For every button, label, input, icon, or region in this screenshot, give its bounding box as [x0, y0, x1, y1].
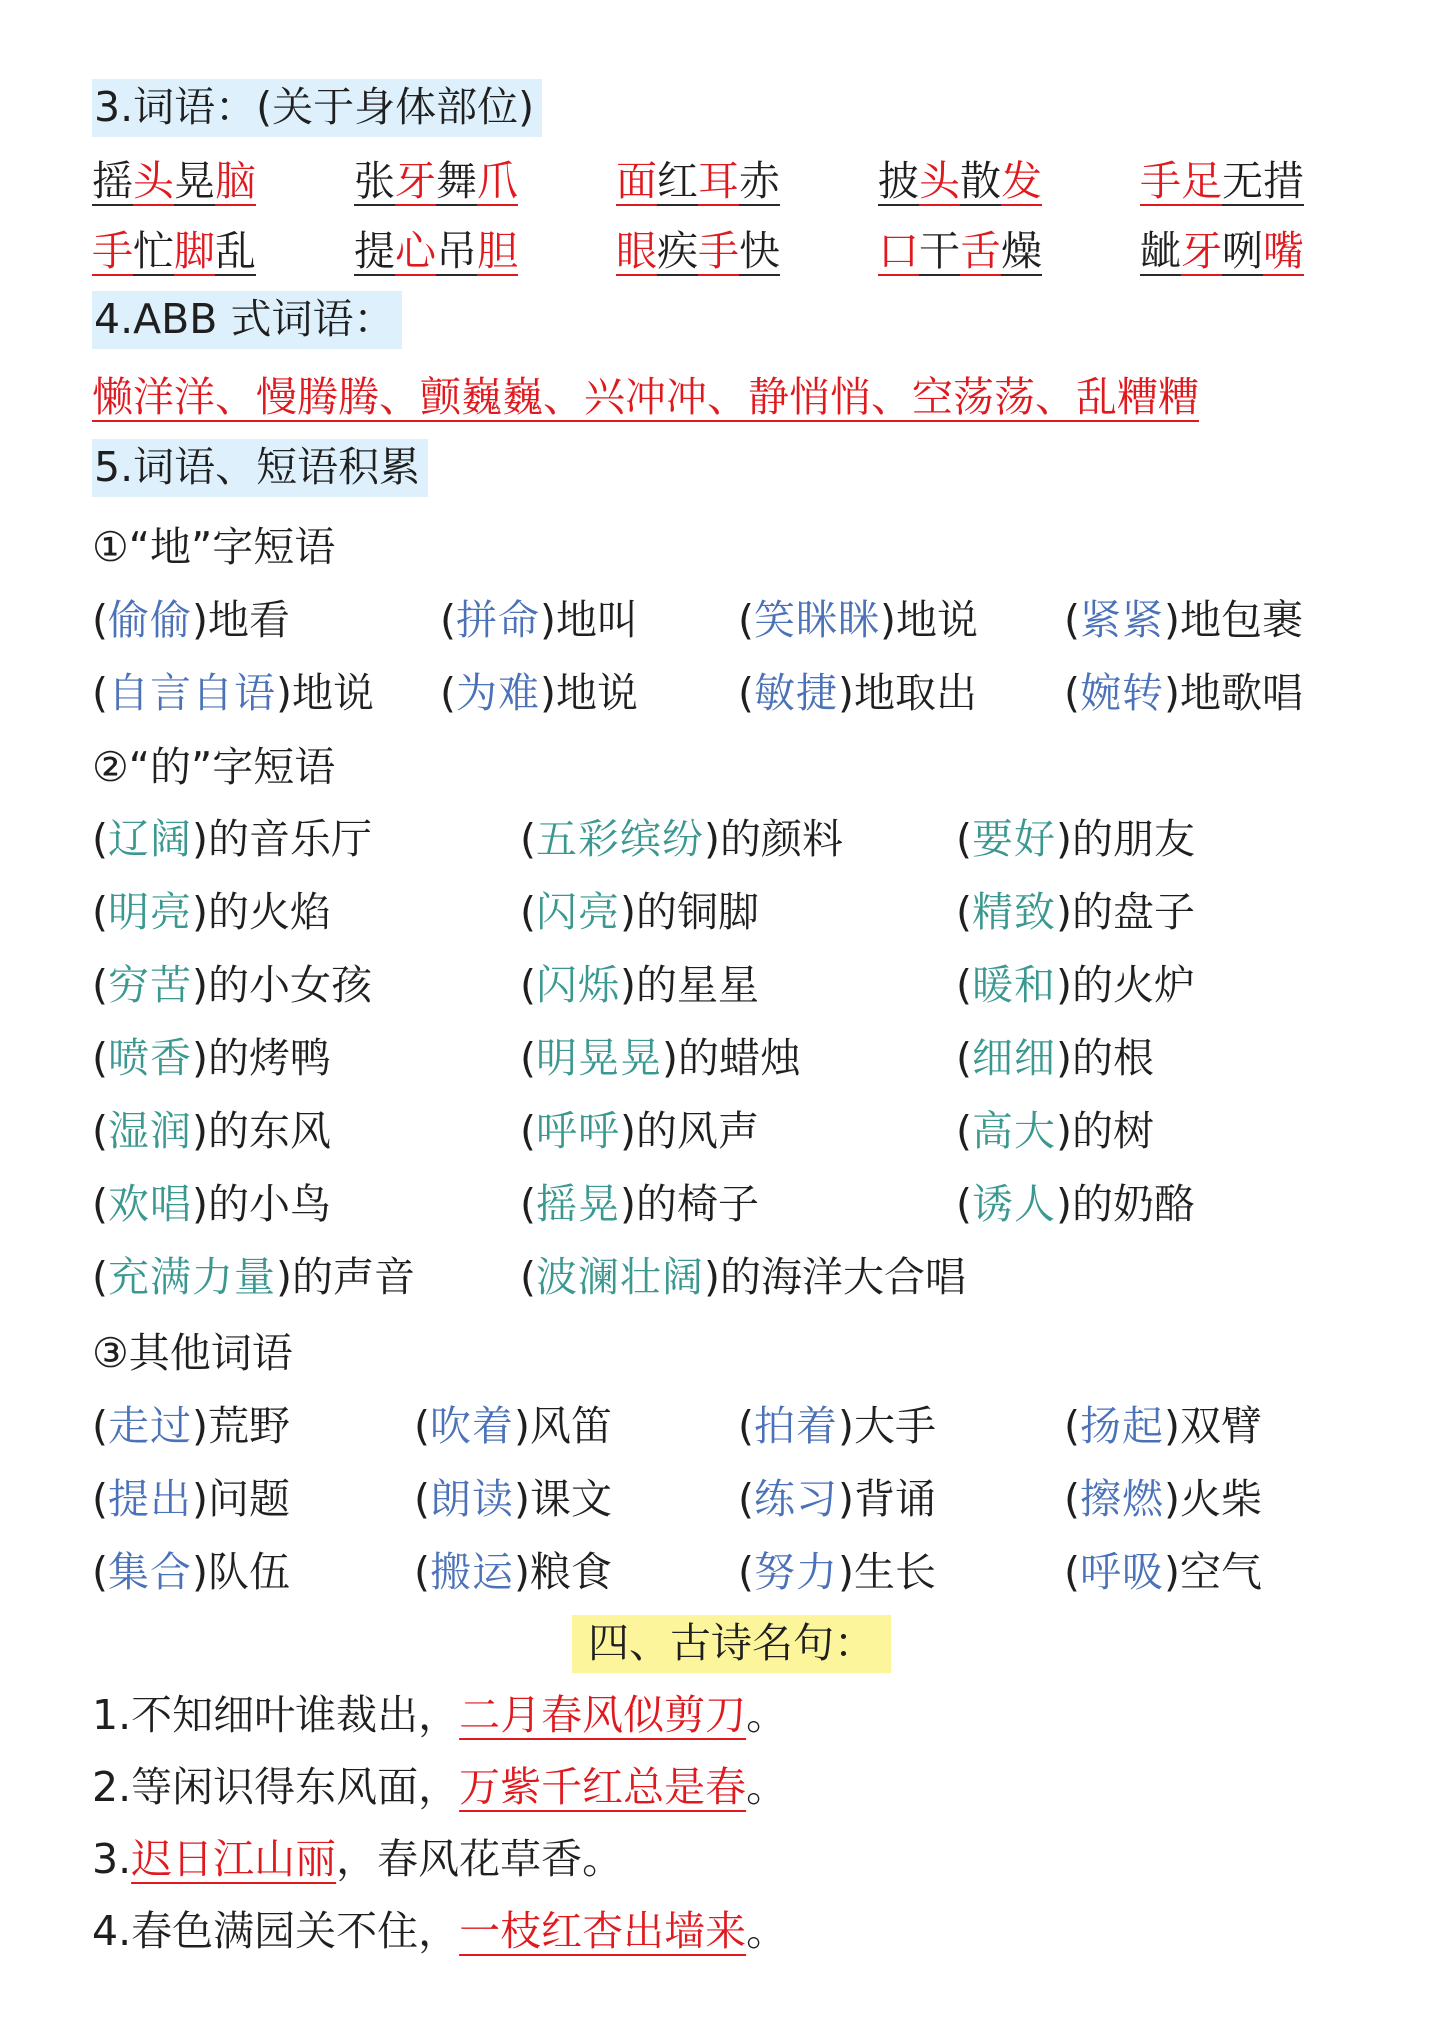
paren-open: ( — [414, 1402, 430, 1450]
phrase-rest: 地说 — [556, 669, 638, 717]
de-phrase — [956, 956, 1195, 1014]
paren-close: ) — [1056, 1107, 1072, 1155]
paren-close: ) — [192, 1475, 208, 1523]
di-phrase — [1064, 591, 1303, 649]
word-char: 摇 — [92, 157, 133, 205]
body-part-char: 舌 — [960, 227, 1001, 275]
word-char: 红 — [657, 157, 698, 205]
paren-close: ) — [192, 1107, 208, 1155]
paren-close: ) — [192, 815, 208, 863]
paren-open: ( — [92, 1253, 108, 1301]
answer-word: 努力 — [754, 1548, 838, 1596]
body-part-char: 头 — [919, 157, 960, 205]
answer-word: 拍着 — [754, 1402, 838, 1450]
answer-word: 练习 — [754, 1475, 838, 1523]
paren-close: ) — [838, 669, 854, 717]
body-part-word — [92, 222, 256, 280]
phrase-rest: 空气 — [1180, 1548, 1262, 1596]
de-phrase — [520, 810, 843, 868]
paren-open: ( — [92, 1548, 108, 1596]
section-4-heading — [92, 290, 402, 348]
word-char: 张 — [354, 157, 395, 205]
phrase-rest: 粮食 — [530, 1548, 612, 1596]
phrase-rest: 队伍 — [208, 1548, 290, 1596]
paren-close: ) — [620, 1180, 636, 1228]
paren-close: ) — [514, 1402, 530, 1450]
paren-open: ( — [520, 1034, 536, 1082]
paren-close: ) — [1164, 1402, 1180, 1450]
poems-heading-text: 四、古诗名句： — [572, 1615, 891, 1673]
paren-open: ( — [92, 1180, 108, 1228]
paren-open: ( — [520, 1253, 536, 1301]
answer-word: 闪亮 — [536, 888, 620, 936]
poem-line — [92, 1830, 623, 1888]
phrase-rest: 地说 — [292, 669, 374, 717]
phrase-rest: 的盘子 — [1072, 888, 1195, 936]
paren-close: ) — [276, 1253, 292, 1301]
phrase-rest: 荒野 — [208, 1402, 290, 1450]
answer-word: 高大 — [972, 1107, 1056, 1155]
de-phrase — [520, 1248, 966, 1306]
di-phrase — [1064, 664, 1303, 722]
paren-open: ( — [92, 815, 108, 863]
paren-close: ) — [1164, 596, 1180, 644]
body-part-word — [616, 152, 780, 210]
answer-word: 拼命 — [456, 596, 540, 644]
poem-line — [92, 1686, 787, 1744]
phrase-rest: 地叫 — [556, 596, 638, 644]
poem-tail: 。 — [746, 1691, 788, 1739]
phrase-rest: 的烤鸭 — [208, 1034, 331, 1082]
paren-open: ( — [414, 1475, 430, 1523]
phrase-rest: 的小女孩 — [208, 961, 372, 1009]
paren-close: ) — [838, 1475, 854, 1523]
poem-answer: 迟日江山丽 — [131, 1835, 337, 1883]
paren-open: ( — [520, 1180, 536, 1228]
poem-line — [92, 1902, 787, 1960]
phrase-rest: 地看 — [208, 596, 290, 644]
answer-word: 欢唱 — [108, 1180, 192, 1228]
de-phrase — [520, 1102, 759, 1160]
paren-close: ) — [620, 961, 636, 1009]
word-char: 披 — [878, 157, 919, 205]
poem-tail: 。 — [746, 1907, 788, 1955]
phrase-rest: 的奶酪 — [1072, 1180, 1195, 1228]
paren-open: ( — [1064, 669, 1080, 717]
di-phrase — [738, 591, 978, 649]
paren-open: ( — [520, 961, 536, 1009]
phrase-rest: 的铜脚 — [636, 888, 759, 936]
answer-word: 精致 — [972, 888, 1056, 936]
phrase-rest: 双臂 — [1180, 1402, 1262, 1450]
paren-open: ( — [520, 888, 536, 936]
paren-close: ) — [1164, 1475, 1180, 1523]
body-part-char: 脚 — [174, 227, 215, 275]
body-part-char: 头 — [133, 157, 174, 205]
abb-words: 懒洋洋、慢腾腾、颤巍巍、兴冲冲、静悄悄、空荡荡、乱糟糟 — [92, 373, 1199, 421]
paren-open: ( — [92, 1475, 108, 1523]
de-phrase — [92, 1102, 331, 1160]
paren-close: ) — [192, 1180, 208, 1228]
phrase-rest: 地取出 — [854, 669, 977, 717]
paren-open: ( — [520, 815, 536, 863]
poem-tail: ，春风花草香。 — [336, 1835, 624, 1883]
phrase-rest: 的火焰 — [208, 888, 331, 936]
other-word-phrase — [92, 1397, 290, 1455]
other-word-phrase — [414, 1543, 612, 1601]
paren-close: ) — [540, 596, 556, 644]
body-part-char: 眼 — [616, 227, 657, 275]
paren-close: ) — [838, 1402, 854, 1450]
phrase-rest: 地歌唱 — [1180, 669, 1303, 717]
other-word-phrase — [738, 1470, 936, 1528]
phrase-rest: 的东风 — [208, 1107, 331, 1155]
word-char: 无 — [1222, 157, 1263, 205]
other-word-phrase — [414, 1397, 612, 1455]
other-word-phrase — [738, 1543, 936, 1601]
di-phrase — [92, 591, 290, 649]
paren-open: ( — [1064, 1402, 1080, 1450]
phrase-rest: 问题 — [208, 1475, 290, 1523]
body-part-char: 心 — [395, 227, 436, 275]
paren-close: ) — [1056, 1180, 1072, 1228]
section-5-heading-text: 5.词语、短语积累 — [92, 439, 428, 497]
phrase-rest: 地包裹 — [1180, 596, 1303, 644]
paren-open: ( — [738, 1402, 754, 1450]
paren-open: ( — [738, 1475, 754, 1523]
paren-close: ) — [620, 1107, 636, 1155]
body-part-char: 手 — [1140, 157, 1181, 205]
poem-tail: 。 — [746, 1763, 788, 1811]
paren-close: ) — [192, 1548, 208, 1596]
phrase-rest: 的海洋大合唱 — [720, 1253, 966, 1301]
word-char: 舞 — [436, 157, 477, 205]
paren-close: ) — [192, 596, 208, 644]
paren-close: ) — [1164, 669, 1180, 717]
word-char: 龇 — [1140, 227, 1181, 275]
body-part-word — [354, 152, 518, 210]
answer-word: 呼呼 — [536, 1107, 620, 1155]
section-5-heading — [92, 438, 428, 496]
other-word-phrase — [92, 1543, 290, 1601]
paren-open: ( — [92, 961, 108, 1009]
paren-close: ) — [514, 1548, 530, 1596]
body-part-word — [92, 152, 256, 210]
other-word-phrase — [1064, 1397, 1262, 1455]
phrase-rest: 风笛 — [530, 1402, 612, 1450]
de-phrase — [92, 810, 372, 868]
poem-given-text: 春色满园关不住， — [131, 1907, 460, 1955]
paren-close: ) — [192, 1402, 208, 1450]
answer-word: 搬运 — [430, 1548, 514, 1596]
de-phrase — [92, 1248, 415, 1306]
other-word-phrase — [1064, 1470, 1262, 1528]
answer-word: 扬起 — [1080, 1402, 1164, 1450]
poem-answer: 一枝红杏出墙来 — [459, 1907, 747, 1955]
paren-open: ( — [956, 815, 972, 863]
phrase-rest: 生长 — [854, 1548, 936, 1596]
answer-word: 摇晃 — [536, 1180, 620, 1228]
body-part-char: 面 — [616, 157, 657, 205]
word-char: 干 — [919, 227, 960, 275]
answer-word: 为难 — [456, 669, 540, 717]
de-phrase — [520, 956, 759, 1014]
de-phrase — [956, 883, 1195, 941]
other-word-phrase — [738, 1397, 936, 1455]
phrase-rest: 火柴 — [1180, 1475, 1262, 1523]
de-phrase — [956, 1102, 1154, 1160]
body-part-word — [1140, 152, 1304, 210]
body-part-char: 牙 — [395, 157, 436, 205]
answer-word: 细细 — [972, 1034, 1056, 1082]
phrase-rest: 的星星 — [636, 961, 759, 1009]
answer-word: 走过 — [108, 1402, 192, 1450]
answer-word: 自言自语 — [108, 669, 276, 717]
answer-word: 紧紧 — [1080, 596, 1164, 644]
word-char: 提 — [354, 227, 395, 275]
paren-open: ( — [414, 1548, 430, 1596]
paren-close: ) — [1056, 1034, 1072, 1082]
answer-word: 婉转 — [1080, 669, 1164, 717]
body-part-char: 耳 — [698, 157, 739, 205]
body-part-char: 胆 — [477, 227, 518, 275]
body-part-char: 手 — [698, 227, 739, 275]
phrase-rest: 的火炉 — [1072, 961, 1195, 1009]
de-phrases-subheading: ②“的”字短语 — [92, 743, 336, 791]
answer-word: 偷偷 — [108, 596, 192, 644]
paren-close: ) — [704, 815, 720, 863]
word-char: 晃 — [174, 157, 215, 205]
answer-word: 喷香 — [108, 1034, 192, 1082]
answer-word: 湿润 — [108, 1107, 192, 1155]
section-4-heading-text: 4.ABB 式词语： — [92, 291, 402, 349]
paren-open: ( — [92, 888, 108, 936]
paren-open: ( — [440, 596, 456, 644]
phrase-rest: 的风声 — [636, 1107, 759, 1155]
word-char: 燥 — [1001, 227, 1042, 275]
answer-word: 五彩缤纷 — [536, 815, 704, 863]
di-phrase — [440, 664, 638, 722]
de-phrase — [520, 1029, 801, 1087]
phrase-rest: 的蜡烛 — [678, 1034, 801, 1082]
body-part-word — [1140, 222, 1304, 280]
paren-close: ) — [192, 888, 208, 936]
word-char: 吊 — [436, 227, 477, 275]
phrase-rest: 课文 — [530, 1475, 612, 1523]
word-char: 忙 — [133, 227, 174, 275]
paren-close: ) — [662, 1034, 678, 1082]
di-phrases-subheading: ①“地”字短语 — [92, 523, 336, 571]
phrase-rest: 的朋友 — [1072, 815, 1195, 863]
paren-open: ( — [738, 596, 754, 644]
phrase-rest: 大手 — [854, 1402, 936, 1450]
other-word-phrase — [1064, 1543, 1262, 1601]
answer-word: 明晃晃 — [536, 1034, 662, 1082]
body-part-word — [616, 222, 780, 280]
de-phrase — [92, 1175, 331, 1233]
answer-word: 穷苦 — [108, 961, 192, 1009]
answer-word: 擦燃 — [1080, 1475, 1164, 1523]
paren-open: ( — [738, 669, 754, 717]
de-phrase — [92, 1029, 331, 1087]
body-part-char: 爪 — [477, 157, 518, 205]
paren-open: ( — [1064, 1475, 1080, 1523]
answer-word: 集合 — [108, 1548, 192, 1596]
word-char: 措 — [1263, 157, 1304, 205]
phrase-rest: 的音乐厅 — [208, 815, 372, 863]
word-char: 疾 — [657, 227, 698, 275]
answer-word: 敏捷 — [754, 669, 838, 717]
paren-open: ( — [92, 596, 108, 644]
paren-open: ( — [738, 1548, 754, 1596]
poem-answer: 二月春风似剪刀 — [459, 1691, 747, 1739]
answer-word: 呼吸 — [1080, 1548, 1164, 1596]
poem-line — [92, 1758, 787, 1816]
de-phrase — [956, 1029, 1154, 1087]
other-words-subheading: ③其他词语 — [92, 1329, 293, 1377]
answer-word: 提出 — [108, 1475, 192, 1523]
abb-words-line — [92, 368, 1199, 426]
paren-close: ) — [276, 669, 292, 717]
answer-word: 波澜壮阔 — [536, 1253, 704, 1301]
body-part-char: 牙 — [1181, 227, 1222, 275]
word-char: 散 — [960, 157, 1001, 205]
paren-open: ( — [956, 1107, 972, 1155]
poem-number: 2. — [92, 1763, 132, 1811]
paren-open: ( — [92, 1107, 108, 1155]
paren-close: ) — [1056, 815, 1072, 863]
paren-open: ( — [92, 1402, 108, 1450]
phrase-rest: 的小鸟 — [208, 1180, 331, 1228]
paren-close: ) — [1056, 961, 1072, 1009]
de-phrase — [520, 883, 759, 941]
word-char: 快 — [739, 227, 780, 275]
other-word-phrase — [414, 1470, 612, 1528]
paren-close: ) — [1164, 1548, 1180, 1596]
body-part-char: 发 — [1001, 157, 1042, 205]
paren-open: ( — [956, 888, 972, 936]
answer-word: 闪烁 — [536, 961, 620, 1009]
paren-close: ) — [838, 1548, 854, 1596]
paren-open: ( — [520, 1107, 536, 1155]
phrase-rest: 的椅子 — [636, 1180, 759, 1228]
body-part-char: 脑 — [215, 157, 256, 205]
body-part-char: 嘴 — [1263, 227, 1304, 275]
de-phrase — [956, 810, 1195, 868]
di-phrase — [738, 664, 977, 722]
poem-answer: 万紫千红总是春 — [459, 1763, 747, 1811]
word-char: 乱 — [215, 227, 256, 275]
phrase-rest: 地说 — [896, 596, 978, 644]
answer-word: 暖和 — [972, 961, 1056, 1009]
answer-word: 要好 — [972, 815, 1056, 863]
paren-close: ) — [620, 888, 636, 936]
body-part-word — [878, 152, 1042, 210]
answer-word: 笑眯眯 — [754, 596, 880, 644]
de-phrase — [92, 956, 372, 1014]
body-part-char: 足 — [1181, 157, 1222, 205]
word-char: 咧 — [1222, 227, 1263, 275]
body-part-word — [354, 222, 518, 280]
paren-close: ) — [1056, 888, 1072, 936]
di-phrase — [92, 664, 374, 722]
di-phrase — [440, 591, 638, 649]
paren-open: ( — [956, 961, 972, 1009]
poems-heading — [572, 1614, 891, 1672]
body-part-char: 口 — [878, 227, 919, 275]
paren-open: ( — [440, 669, 456, 717]
paren-close: ) — [540, 669, 556, 717]
answer-word: 充满力量 — [108, 1253, 276, 1301]
poem-given-text: 等闲识得东风面， — [131, 1763, 460, 1811]
phrase-rest: 的树 — [1072, 1107, 1154, 1155]
body-part-char: 手 — [92, 227, 133, 275]
phrase-rest: 的颜料 — [720, 815, 843, 863]
paren-open: ( — [92, 669, 108, 717]
section-3-heading-text: 3.词语：(关于身体部位) — [92, 79, 542, 137]
answer-word: 诱人 — [972, 1180, 1056, 1228]
paren-open: ( — [1064, 1548, 1080, 1596]
de-phrase — [520, 1175, 759, 1233]
de-phrase — [956, 1175, 1195, 1233]
phrase-rest: 背诵 — [854, 1475, 936, 1523]
paren-open: ( — [92, 1034, 108, 1082]
de-phrase — [92, 883, 331, 941]
poem-given-text: 不知细叶谁裁出， — [131, 1691, 460, 1739]
paren-close: ) — [192, 1034, 208, 1082]
paren-close: ) — [880, 596, 896, 644]
phrase-rest: 的根 — [1072, 1034, 1154, 1082]
paren-close: ) — [514, 1475, 530, 1523]
answer-word: 吹着 — [430, 1402, 514, 1450]
other-word-phrase — [92, 1470, 290, 1528]
paren-open: ( — [956, 1034, 972, 1082]
phrase-rest: 的声音 — [292, 1253, 415, 1301]
poem-number: 4. — [92, 1907, 132, 1955]
answer-word: 朗读 — [430, 1475, 514, 1523]
answer-word: 明亮 — [108, 888, 192, 936]
body-part-word — [878, 222, 1042, 280]
paren-close: ) — [192, 961, 208, 1009]
section-3-heading — [92, 78, 542, 136]
paren-close: ) — [704, 1253, 720, 1301]
paren-open: ( — [956, 1180, 972, 1228]
word-char: 赤 — [739, 157, 780, 205]
paren-open: ( — [1064, 596, 1080, 644]
answer-word: 辽阔 — [108, 815, 192, 863]
poem-number: 3. — [92, 1835, 132, 1883]
poem-number: 1. — [92, 1691, 132, 1739]
